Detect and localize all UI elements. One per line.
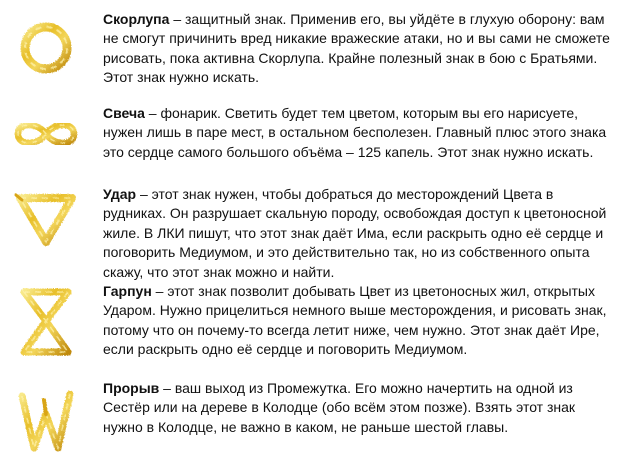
triangle-sign-icon bbox=[0, 180, 100, 276]
sign-description: Свеча – фонарик. Светить будет тем цветом, которым вы его нарисуете, нужен лишь в паре мест, в остальном бесполезен. Главный плюс этого знака это сердце самого большого объёма – 125 капель. Этот знак нужно искать. bbox=[103, 105, 607, 160]
sign-description: Прорыв – ваш выход из Промежутка. Его можно начертить на одной из Сестёр или на дереве в Колодце (обо всём этом позже). Взять этот знак нужно в Колодце, не важно в каком, не раньше шестой главы. bbox=[103, 380, 576, 435]
sign-name: Гарпун bbox=[103, 283, 152, 299]
sign-description: Гарпун – этот знак позволит добывать Цвет из цветоносных жил, открытых Ударом. Нужно прицелиться немного выше месторождения, и рисовать знак, потому что он почему-то всегда летит ниже, чем нужно. Этот знак даёт Ире, если раскрыть одно её сердце и поговорить Медиумом. bbox=[103, 283, 607, 358]
sign-name: Скорлупа bbox=[103, 11, 170, 27]
sign-description: Скорлупа – защитный знак. Применив его, вы уйдёте в глухую оборону: вам не смогут причинить вред никакие вражеские атаки, но и вы сами не сможете рисовать, пока активна Скорлупа. Крайне полезный знак в бою с Братьями. Этот знак нужно искать. bbox=[103, 11, 610, 86]
hourglass-sign-icon bbox=[0, 276, 100, 374]
circle-sign-icon bbox=[0, 0, 100, 100]
sign-name: Свеча bbox=[103, 105, 145, 121]
w-sign-icon bbox=[0, 374, 100, 465]
sign-name: Прорыв bbox=[103, 380, 160, 396]
sign-name: Удар bbox=[103, 186, 137, 202]
sign-description: Удар – этот знак нужен, чтобы добраться до месторождений Цвета в рудниках. Он разрушает скальную породу, освобождая доступ к цветоносной жиле. В ЛКИ пишут, что этот знак даёт Има, если раскрыть одно её сердце и поговорить Медиумом, и это действительно так, но из собственного опыта скажу, что этот знак можно и найти. bbox=[103, 186, 607, 280]
infinity-sign-icon bbox=[0, 100, 100, 180]
